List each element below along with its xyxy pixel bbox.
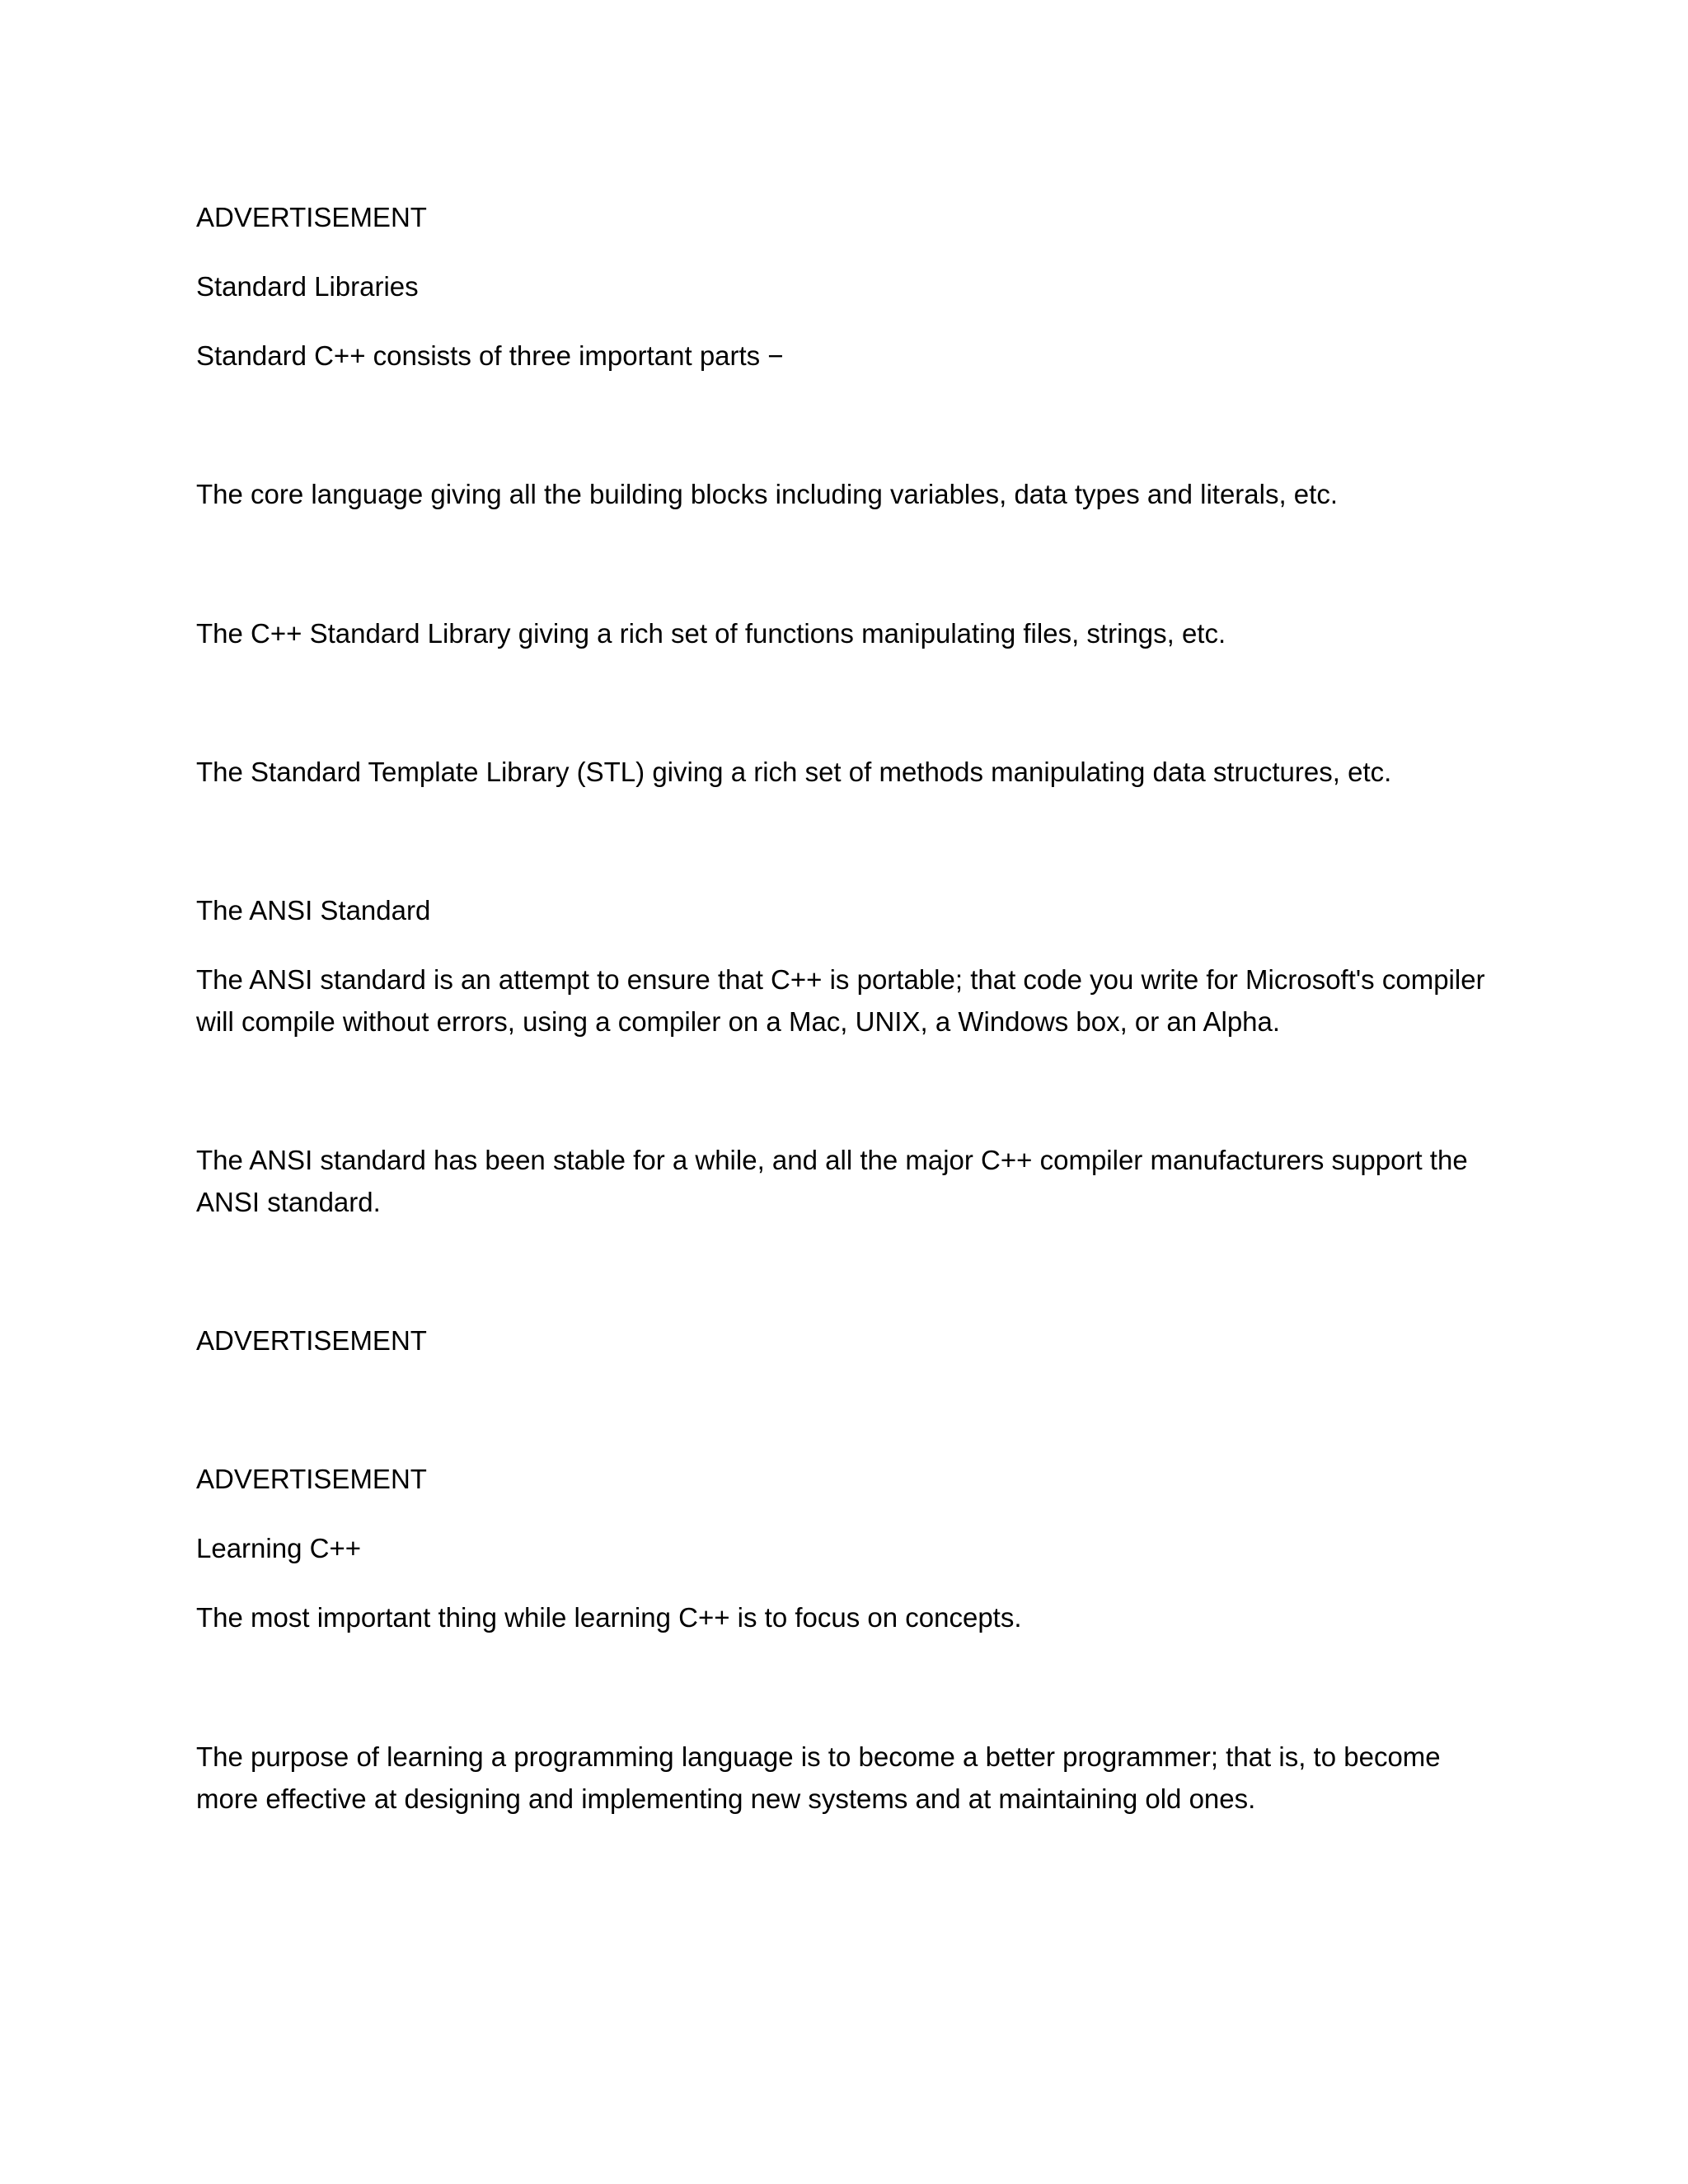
paragraph-ansi-portable: The ANSI standard is an attempt to ensure that C++ is portable; that code you write for Microsoft's compiler will compile without errors, using a compiler on a Mac, UNIX, a Windows box, or an Alpha.	[196, 964, 1485, 1037]
paragraph-ansi-stable: The ANSI standard has been stable for a while, and all the major C++ compiler manufacturers support the ANSI standard.	[196, 1145, 1468, 1217]
section-heading-ansi-standard: The ANSI Standard	[196, 895, 431, 926]
advertisement-label: ADVERTISEMENT	[196, 1464, 427, 1494]
paragraph-standard-library: The C++ Standard Library giving a rich set of functions manipulating files, strings, etc.	[196, 618, 1226, 649]
paragraph-stl: The Standard Template Library (STL) giving a rich set of methods manipulating data structures, etc.	[196, 757, 1392, 787]
section-heading-learning-cpp: Learning C++	[196, 1533, 361, 1563]
advertisement-label: ADVERTISEMENT	[196, 202, 427, 232]
advertisement-label: ADVERTISEMENT	[196, 1325, 427, 1356]
paragraph-purpose-learning: The purpose of learning a programming language is to become a better programmer; that is, to become more effective at designing and implementing new systems and at maintaining old ones.	[196, 1741, 1441, 1814]
section-heading-standard-libraries: Standard Libraries	[196, 271, 419, 302]
paragraph-focus-concepts: The most important thing while learning C++ is to focus on concepts.	[196, 1602, 1022, 1633]
paragraph-intro-parts: Standard C++ consists of three important parts −	[196, 340, 784, 371]
paragraph-core-language: The core language giving all the building blocks including variables, data types and literals, etc.	[196, 479, 1339, 509]
